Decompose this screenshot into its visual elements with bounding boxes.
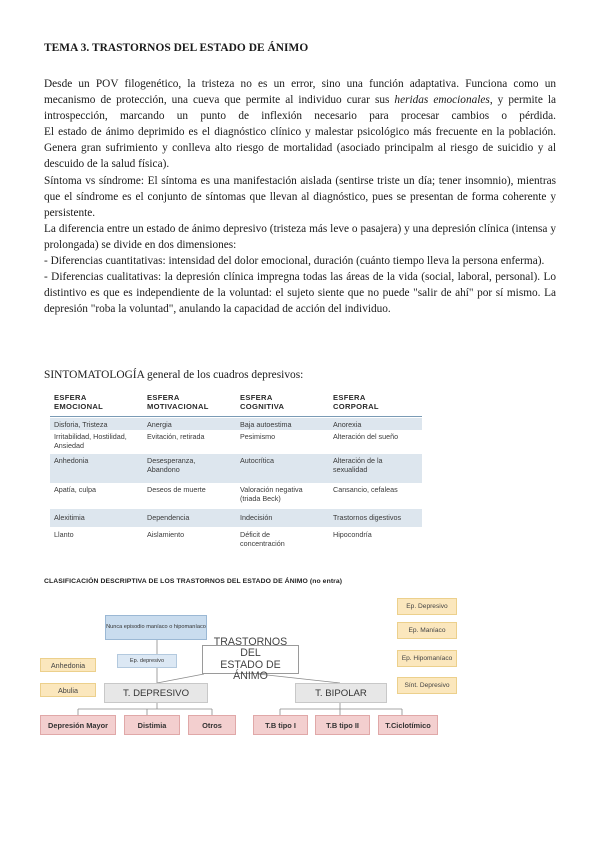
major-depression-box: Depresión Mayor <box>40 715 116 735</box>
table-header-motivacional: ESFERA MOTIVACIONAL <box>147 393 209 412</box>
classification-title: CLASIFICACIÓN DESCRIPTIVA DE LOS TRASTORNOS DEL ESTADO DE ÁNIMO (no entra) <box>44 578 343 585</box>
hypomanic-episode-box: Ep. Hipomaníaco <box>397 650 457 667</box>
table-header-divider <box>50 416 422 417</box>
table-row: Anhedonia Desesperanza, Abandono Autocrítica Alteración de la sexualidad <box>50 454 422 483</box>
symptoms-heading: SINTOMATOLOGÍA general de los cuadros depresivos: <box>44 369 304 381</box>
document-title: TEMA 3. TRASTORNOS DEL ESTADO DE ÁNIMO <box>44 42 309 54</box>
paragraph-3: Síntoma vs síndrome: El síntoma es una manifestación aislada (sentirse triste un día; tener insomnio), mientras que el síndrome es el conjunto de síntomas que llevan al diagnóstico, pues se presentan de forma coherente y persistente. <box>44 174 556 219</box>
table-row: Llanto Aislamiento Déficit de concentración Hipocondría <box>54 530 372 549</box>
other-depressive-box: Otros <box>188 715 236 735</box>
cyclothymic-box: T.Ciclotímico <box>378 715 438 735</box>
bipolar-type-1-box: T.B tipo I <box>253 715 308 735</box>
bipolar-disorder-box: T. BIPOLAR <box>295 683 387 703</box>
paragraph-4: La diferencia entre un estado de ánimo depresivo (tristeza más leve o pasajera) y una depresión clínica (intensa y prolongada) se divide en dos dimensiones: <box>44 222 556 251</box>
table-header-corporal: ESFERA CORPORAL <box>333 393 379 412</box>
never-manic-episode-box: Nunca episodio maníaco o hipomaníaco <box>105 615 207 640</box>
table-row: Apatía, culpa Deseos de muerte Valoración negativa (triada Beck) Cansancio, cefaleas <box>54 485 398 504</box>
paragraph-1: Desde un POV filogenético, la tristeza no es un error, sino una función adaptativa. Funciona como un mecanismo de protección, una cueva que permite al individuo curar sus heridas emocionales, y permite la introspección, marcando un punto de inflexión necesario para procesar cambios o pérdida. <box>44 78 557 123</box>
manic-episode-box: Ep. Maníaco <box>397 622 457 639</box>
italic-phrase: heridas emocionales <box>394 94 490 107</box>
table-row: Disforia, Tristeza Anergia Baja autoestima Anorexia <box>50 418 422 430</box>
paragraph-2: El estado de ánimo deprimido es el diagnóstico clínico y malestar psicológico más frecuente en la población. Genera gran sufrimiento y conlleva alto riesgo de mortalidad (asociado principalm al riesgo de suicidio y al descuido de la salud física). <box>44 126 556 171</box>
symptom-table <box>50 393 422 553</box>
paragraph-6: - Diferencias cualitativas: la depresión clínica impregna todas las áreas de la vida (social, laboral, personal). Lo distintivo es que es independiente de la voluntad: el sujeto siente que no puede "salir de ahí" por sí mismo. La depresión "roba la voluntad", anulando la capacidad de acción del individuo. <box>44 271 556 316</box>
bipolar-type-2-box: T.B tipo II <box>315 715 370 735</box>
anhedonia-box: Anhedonia <box>40 658 96 672</box>
depressive-symptom-box: Sínt. Depresivo <box>397 677 457 694</box>
abulia-box: Abulia <box>40 683 96 697</box>
mood-disorders-root-box: TRASTORNOS DEL ESTADO DE ÁNIMO <box>202 645 299 674</box>
depressive-episode-small-box: Ep. depresivo <box>117 654 177 668</box>
paragraph-5: - Diferencias cuantitativas: intensidad del dolor emocional, duración (cuánto tiempo lleva la persona enferma). <box>44 255 545 268</box>
table-row: Irritabilidad, Hostilidad, Ansiedad Evitación, retirada Pesimismo Alteración del sueño <box>54 432 399 451</box>
dysthymia-box: Distimia <box>124 715 180 735</box>
depressive-episode-box: Ep. Depresivo <box>397 598 457 615</box>
table-row: Alexitimia Dependencia Indecisión Trastornos digestivos <box>50 509 422 527</box>
body-text <box>44 76 556 317</box>
table-header-cognitiva: ESFERA COGNITIVA <box>240 393 285 412</box>
table-header-emocional: ESFERA EMOCIONAL <box>54 393 104 412</box>
depressive-disorder-box: T. DEPRESIVO <box>104 683 208 703</box>
